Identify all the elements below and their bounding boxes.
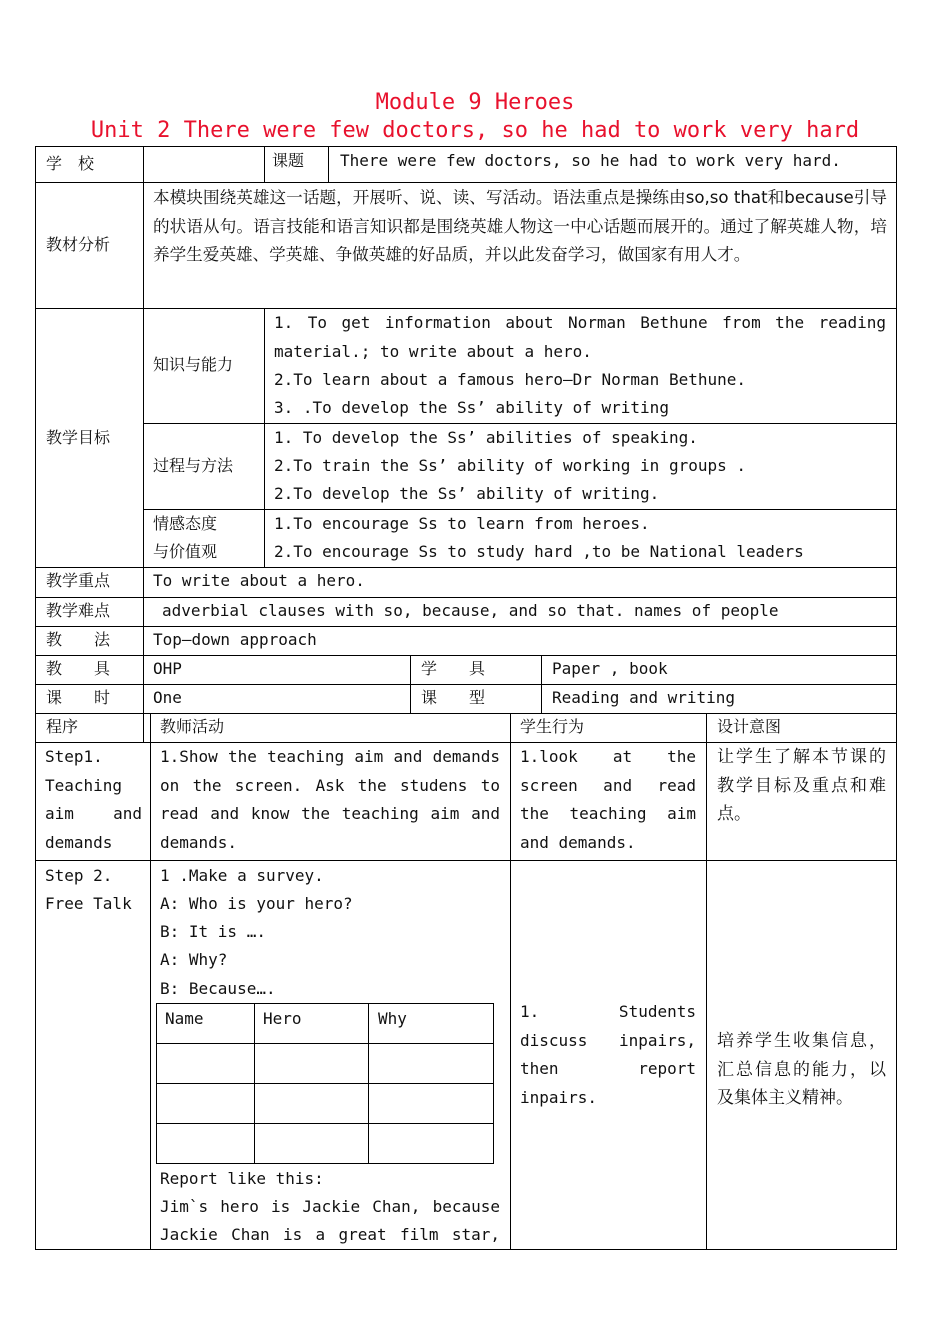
difficulty-label: 教学难点 xyxy=(46,601,111,620)
key-point-value: To write about a hero. xyxy=(153,571,365,590)
survey-header-name: Name xyxy=(165,1009,204,1028)
table-line xyxy=(541,655,542,714)
survey-line: B: It is …. xyxy=(160,922,266,941)
design-intent-header: 设计意图 xyxy=(717,717,782,736)
emotion-line: 1.To encourage Ss to learn from heroes. xyxy=(274,514,650,533)
student-aids-label: 学 具 xyxy=(421,659,486,678)
step1-label: Step1. Teaching aim and demands xyxy=(45,747,142,852)
table-line xyxy=(35,860,897,861)
survey-table-line xyxy=(368,1003,369,1164)
topic-label: 课题 xyxy=(272,151,305,170)
analysis-label: 教材分析 xyxy=(46,235,111,254)
procedure-header: 程序 xyxy=(46,717,79,736)
survey-line: 1 .Make a survey. xyxy=(160,866,324,885)
process-label: 过程与方法 xyxy=(153,456,234,475)
teacher-aids-value: OHP xyxy=(153,659,182,678)
lesson-type-label: 课 型 xyxy=(421,688,486,707)
teacher-activity-header: 教师活动 xyxy=(160,717,225,736)
table-line xyxy=(264,146,265,183)
hours-value: One xyxy=(153,688,182,707)
survey-table-line xyxy=(254,1003,255,1164)
table-line xyxy=(706,713,707,1250)
knowledge-line: 2.To learn about a famous hero—Dr Norman Bethune. xyxy=(274,370,747,389)
process-line: 2.To train the Ss’ ability of working in groups . xyxy=(274,456,747,475)
teacher-aids-label: 教 具 xyxy=(46,659,111,678)
table-line xyxy=(896,146,897,1250)
lesson-type-value: Reading and writing xyxy=(552,688,736,707)
step2-student: 1. Students discuss inpairs, then report inpairs. xyxy=(520,1002,696,1107)
key-point-label: 教学重点 xyxy=(46,571,111,590)
table-line xyxy=(143,182,144,308)
table-line xyxy=(35,182,897,183)
table-line xyxy=(150,713,151,1250)
student-aids-value: Paper , book xyxy=(552,659,668,678)
survey-table-line xyxy=(493,1003,494,1164)
method-value: Top—down approach xyxy=(153,630,317,649)
survey-table-line xyxy=(156,1083,494,1084)
survey-table-line xyxy=(156,1123,494,1124)
topic-value: There were few doctors, so he had to work very hard. xyxy=(340,151,841,170)
survey-table-line xyxy=(156,1043,494,1044)
step1-student: 1.look at the screen and read the teaching aim and demands. xyxy=(520,747,696,852)
module-title: Module 9 Heroes xyxy=(375,90,575,115)
report-line: Jim`s hero is Jackie Chan, because xyxy=(160,1197,500,1216)
unit-title: Unit 2 There were few doctors, so he had to work very hard xyxy=(90,118,860,143)
process-line: 2.To develop the Ss’ ability of writing. xyxy=(274,484,660,503)
report-line: Jackie Chan is a great film star, xyxy=(160,1225,500,1244)
method-label: 教 法 xyxy=(46,630,111,649)
emotion-line: 2.To encourage Ss to study hard ,to be National leaders xyxy=(274,542,804,561)
survey-line: B: Because…. xyxy=(160,979,276,998)
emotion-label: 与价值观 xyxy=(153,542,218,561)
knowledge-line: 1. To get information about Norman Bethune from the reading material.; to write about a hero. xyxy=(274,313,886,361)
objectives-label: 教学目标 xyxy=(46,428,111,447)
table-line xyxy=(35,146,36,1250)
analysis-text: 本模块围绕英雄这一话题，开展听、说、读、写活动。语法重点是操练由so,so that和because引导的状语从句。语言技能和语言知识都是围绕英雄人物这一中心话题而展开的。通过了解英雄人物，培养学生爱英雄、学英雄、争做英雄的好品质，并以此发奋学习，做国家有用人才。 xyxy=(153,188,887,264)
survey-header-hero: Hero xyxy=(263,1009,302,1028)
survey-line: A: Who is your hero? xyxy=(160,894,353,913)
hours-label: 课 时 xyxy=(46,688,111,707)
report-line: Report like this: xyxy=(160,1169,324,1188)
table-line xyxy=(510,713,511,1250)
table-line xyxy=(143,308,144,743)
school-label: 学 校 xyxy=(46,154,95,173)
student-behavior-header: 学生行为 xyxy=(520,717,585,736)
survey-table-line xyxy=(156,1003,494,1004)
step2-label: Free Talk xyxy=(45,894,132,913)
table-line xyxy=(328,146,329,183)
difficulty-value: adverbial clauses with so, because, and so that. names of people xyxy=(162,601,779,620)
table-line xyxy=(264,308,265,568)
survey-table-line xyxy=(156,1003,157,1164)
step1-intent: 让学生了解本节课的教学目标及重点和难点。 xyxy=(717,747,886,824)
knowledge-line: 3. .To develop the Ss’ ability of writing xyxy=(274,398,669,417)
knowledge-label: 知识与能力 xyxy=(153,355,234,374)
survey-table-line xyxy=(156,1163,494,1164)
process-line: 1. To develop the Ss’ abilities of speaking. xyxy=(274,428,698,447)
step2-label: Step 2. xyxy=(45,866,113,885)
survey-line: A: Why? xyxy=(160,950,228,969)
step2-intent: 培养学生收集信息，汇总信息的能力，以及集体主义精神。 xyxy=(717,1031,886,1108)
table-line xyxy=(410,655,411,714)
table-line xyxy=(143,146,144,183)
step1-teacher: 1.Show the teaching aim and demands on the screen. Ask the studens to read and know the teaching aim and demands. xyxy=(160,747,500,852)
survey-header-why: Why xyxy=(378,1009,407,1028)
emotion-label: 情感态度 xyxy=(153,514,218,533)
